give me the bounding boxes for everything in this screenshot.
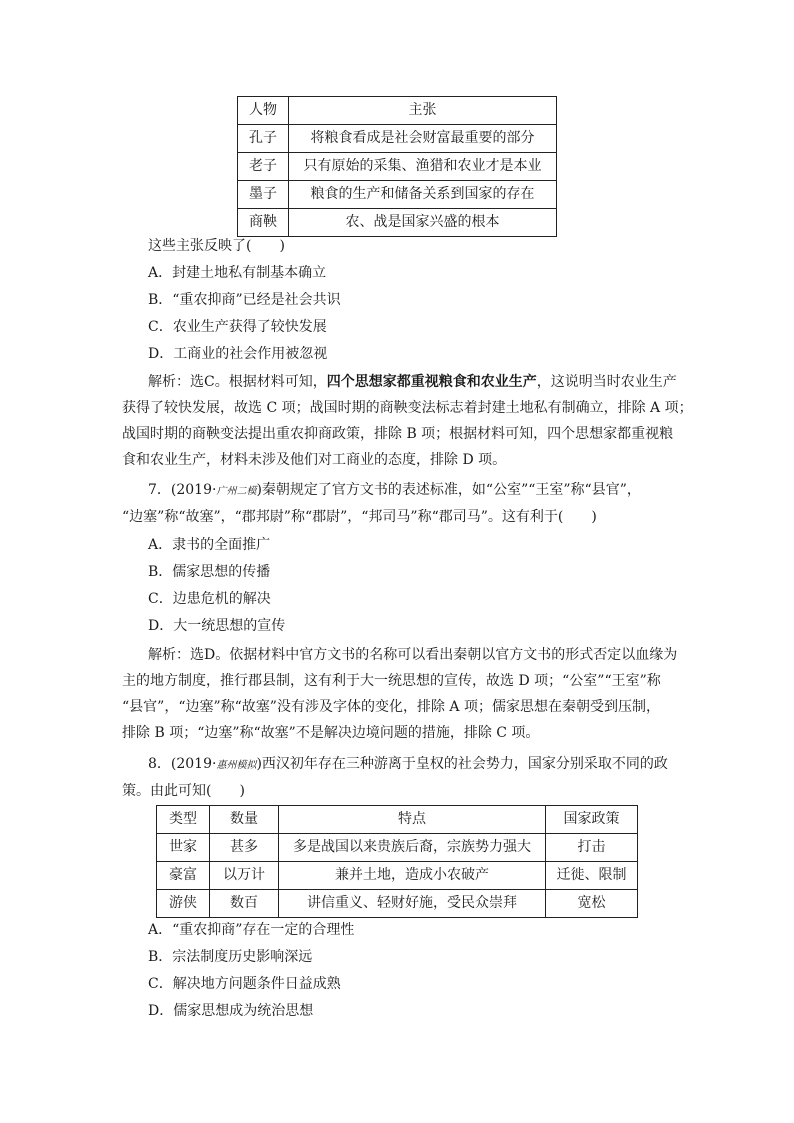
question-stem: 这些主张反映了( ) xyxy=(148,238,285,254)
table-row xyxy=(238,209,557,237)
table-row xyxy=(157,834,638,862)
table-header-row xyxy=(238,97,557,125)
question-text: )秦朝规定了官方文书的表述标准，如“公室”“王室”称“县官”， xyxy=(256,482,641,498)
analysis-line: 获得了较快发展，故选 C 项；战国时期的商鞅变法标志着封建土地私有制确立，排除 A 项； xyxy=(122,400,693,416)
option-b: B．“重农抑商”已经是社会共识 xyxy=(148,292,341,308)
table-header-cell: 国家政策 xyxy=(546,806,638,834)
table-cell: 讲信重义、轻财好施，受民众崇拜 xyxy=(279,890,546,918)
table-cell: 豪富 xyxy=(157,862,210,890)
table-header-cell: 特点 xyxy=(279,806,546,834)
option-c: C．边患危机的解决 xyxy=(148,591,271,607)
table-cell: 粮食的生产和储备关系到国家的存在 xyxy=(289,181,557,209)
question-number: 7．(2019· xyxy=(148,482,217,498)
analysis-line: 食和农业生产，材料未涉及他们对工商业的态度，排除 D 项。 xyxy=(122,452,507,468)
table-cell: 多是战国以来贵族后裔，宗族势力强大 xyxy=(279,834,546,862)
option-a: A．隶书的全面推广 xyxy=(148,537,271,553)
table-row xyxy=(238,181,557,209)
table-cell: 宽松 xyxy=(546,890,638,918)
option-c: C．农业生产获得了较快发展 xyxy=(148,319,327,335)
option-a: A．“重农抑商”存在一定的合理性 xyxy=(148,922,355,938)
option-d: D．大一统思想的宣传 xyxy=(148,618,286,634)
table-cell: 数百 xyxy=(210,890,279,918)
source-tag: 惠州模拟 xyxy=(216,760,257,771)
table-cell: 孔子 xyxy=(238,125,289,153)
option-b: B．儒家思想的传播 xyxy=(148,564,271,580)
analysis-text: 根据材料可知， xyxy=(228,374,327,390)
table-cell: 兼并土地，造成小农破产 xyxy=(279,862,546,890)
option-b: B．宗法制度历史影响深远 xyxy=(148,949,313,965)
table-thinkers xyxy=(237,96,557,237)
analysis-line: 主的地方制度，推行郡县制，这有利于大一统思想的宣传，故选 D 项；“公室”“王室”称 xyxy=(122,673,661,689)
analysis-line: 排除 B 项；“边塞”称“故塞”不是解决边境问题的措施，排除 C 项。 xyxy=(122,725,540,741)
analysis-line: “县官”，“边塞”称“故塞”没有涉及字体的变化，排除 A 项；儒家思想在秦朝受到压制， xyxy=(122,699,660,715)
table-cell: 老子 xyxy=(238,153,289,181)
table-header-cell: 类型 xyxy=(157,806,210,834)
question-stem xyxy=(148,480,641,502)
analysis-emphasis: 四个思想家都重视粮食和农业生产 xyxy=(326,374,537,390)
table-header-cell: 数量 xyxy=(210,806,279,834)
table-social-forces xyxy=(156,805,638,918)
analysis-line xyxy=(148,372,677,392)
option-a: A．封建土地私有制基本确立 xyxy=(148,265,327,281)
table-cell: 游侠 xyxy=(157,890,210,918)
table-row xyxy=(157,890,638,918)
table-cell: 甚多 xyxy=(210,834,279,862)
source-tag: 广州二模 xyxy=(216,486,257,497)
option-d: D．儒家思想成为统治思想 xyxy=(148,1003,314,1019)
table-row xyxy=(238,153,557,181)
table-cell: 将粮食看成是社会财富最重要的部分 xyxy=(289,125,557,153)
table-cell: 只有原始的采集、渔猎和农业才是本业 xyxy=(289,153,557,181)
table-header-row xyxy=(157,806,638,834)
table-cell: 农、战是国家兴盛的根本 xyxy=(289,209,557,237)
table-header-cell: 主张 xyxy=(289,97,557,125)
analysis-text: ，这说明当时农业生产 xyxy=(536,374,677,390)
table-row xyxy=(157,862,638,890)
analysis-line: 战国时期的商鞅变法提出重农抑商政策，排除 B 项；根据材料可知，四个思想家都重视粮 xyxy=(122,426,674,442)
analysis-label: 解析：选C。 xyxy=(148,374,229,390)
question-stem-line: “边塞”称“故塞”，“郡邦尉”称“郡尉”，“邦司马”称“郡司马”。这有利于( ) xyxy=(122,509,597,525)
table-row xyxy=(238,125,557,153)
table-cell: 打击 xyxy=(546,834,638,862)
table-header-cell: 人物 xyxy=(238,97,289,125)
option-d: D．工商业的社会作用被忽视 xyxy=(148,346,328,362)
table-cell: 商鞅 xyxy=(238,209,289,237)
table-cell: 世家 xyxy=(157,834,210,862)
question-stem xyxy=(148,754,668,776)
question-text: )西汉初年存在三种游离于皇权的社会势力，国家分别采取不同的政 xyxy=(256,756,668,772)
table-cell: 墨子 xyxy=(238,181,289,209)
question-number: 8．(2019· xyxy=(148,756,217,772)
table-cell: 以万计 xyxy=(210,862,279,890)
analysis-line: 解析：选D。依据材料中官方文书的名称可以看出秦朝以官方文书的形式否定以血缘为 xyxy=(148,647,678,663)
option-c: C．解决地方问题条件日益成熟 xyxy=(148,976,341,992)
question-stem-line: 策。由此可知( ) xyxy=(122,783,245,799)
table-cell: 迁徙、限制 xyxy=(546,862,638,890)
